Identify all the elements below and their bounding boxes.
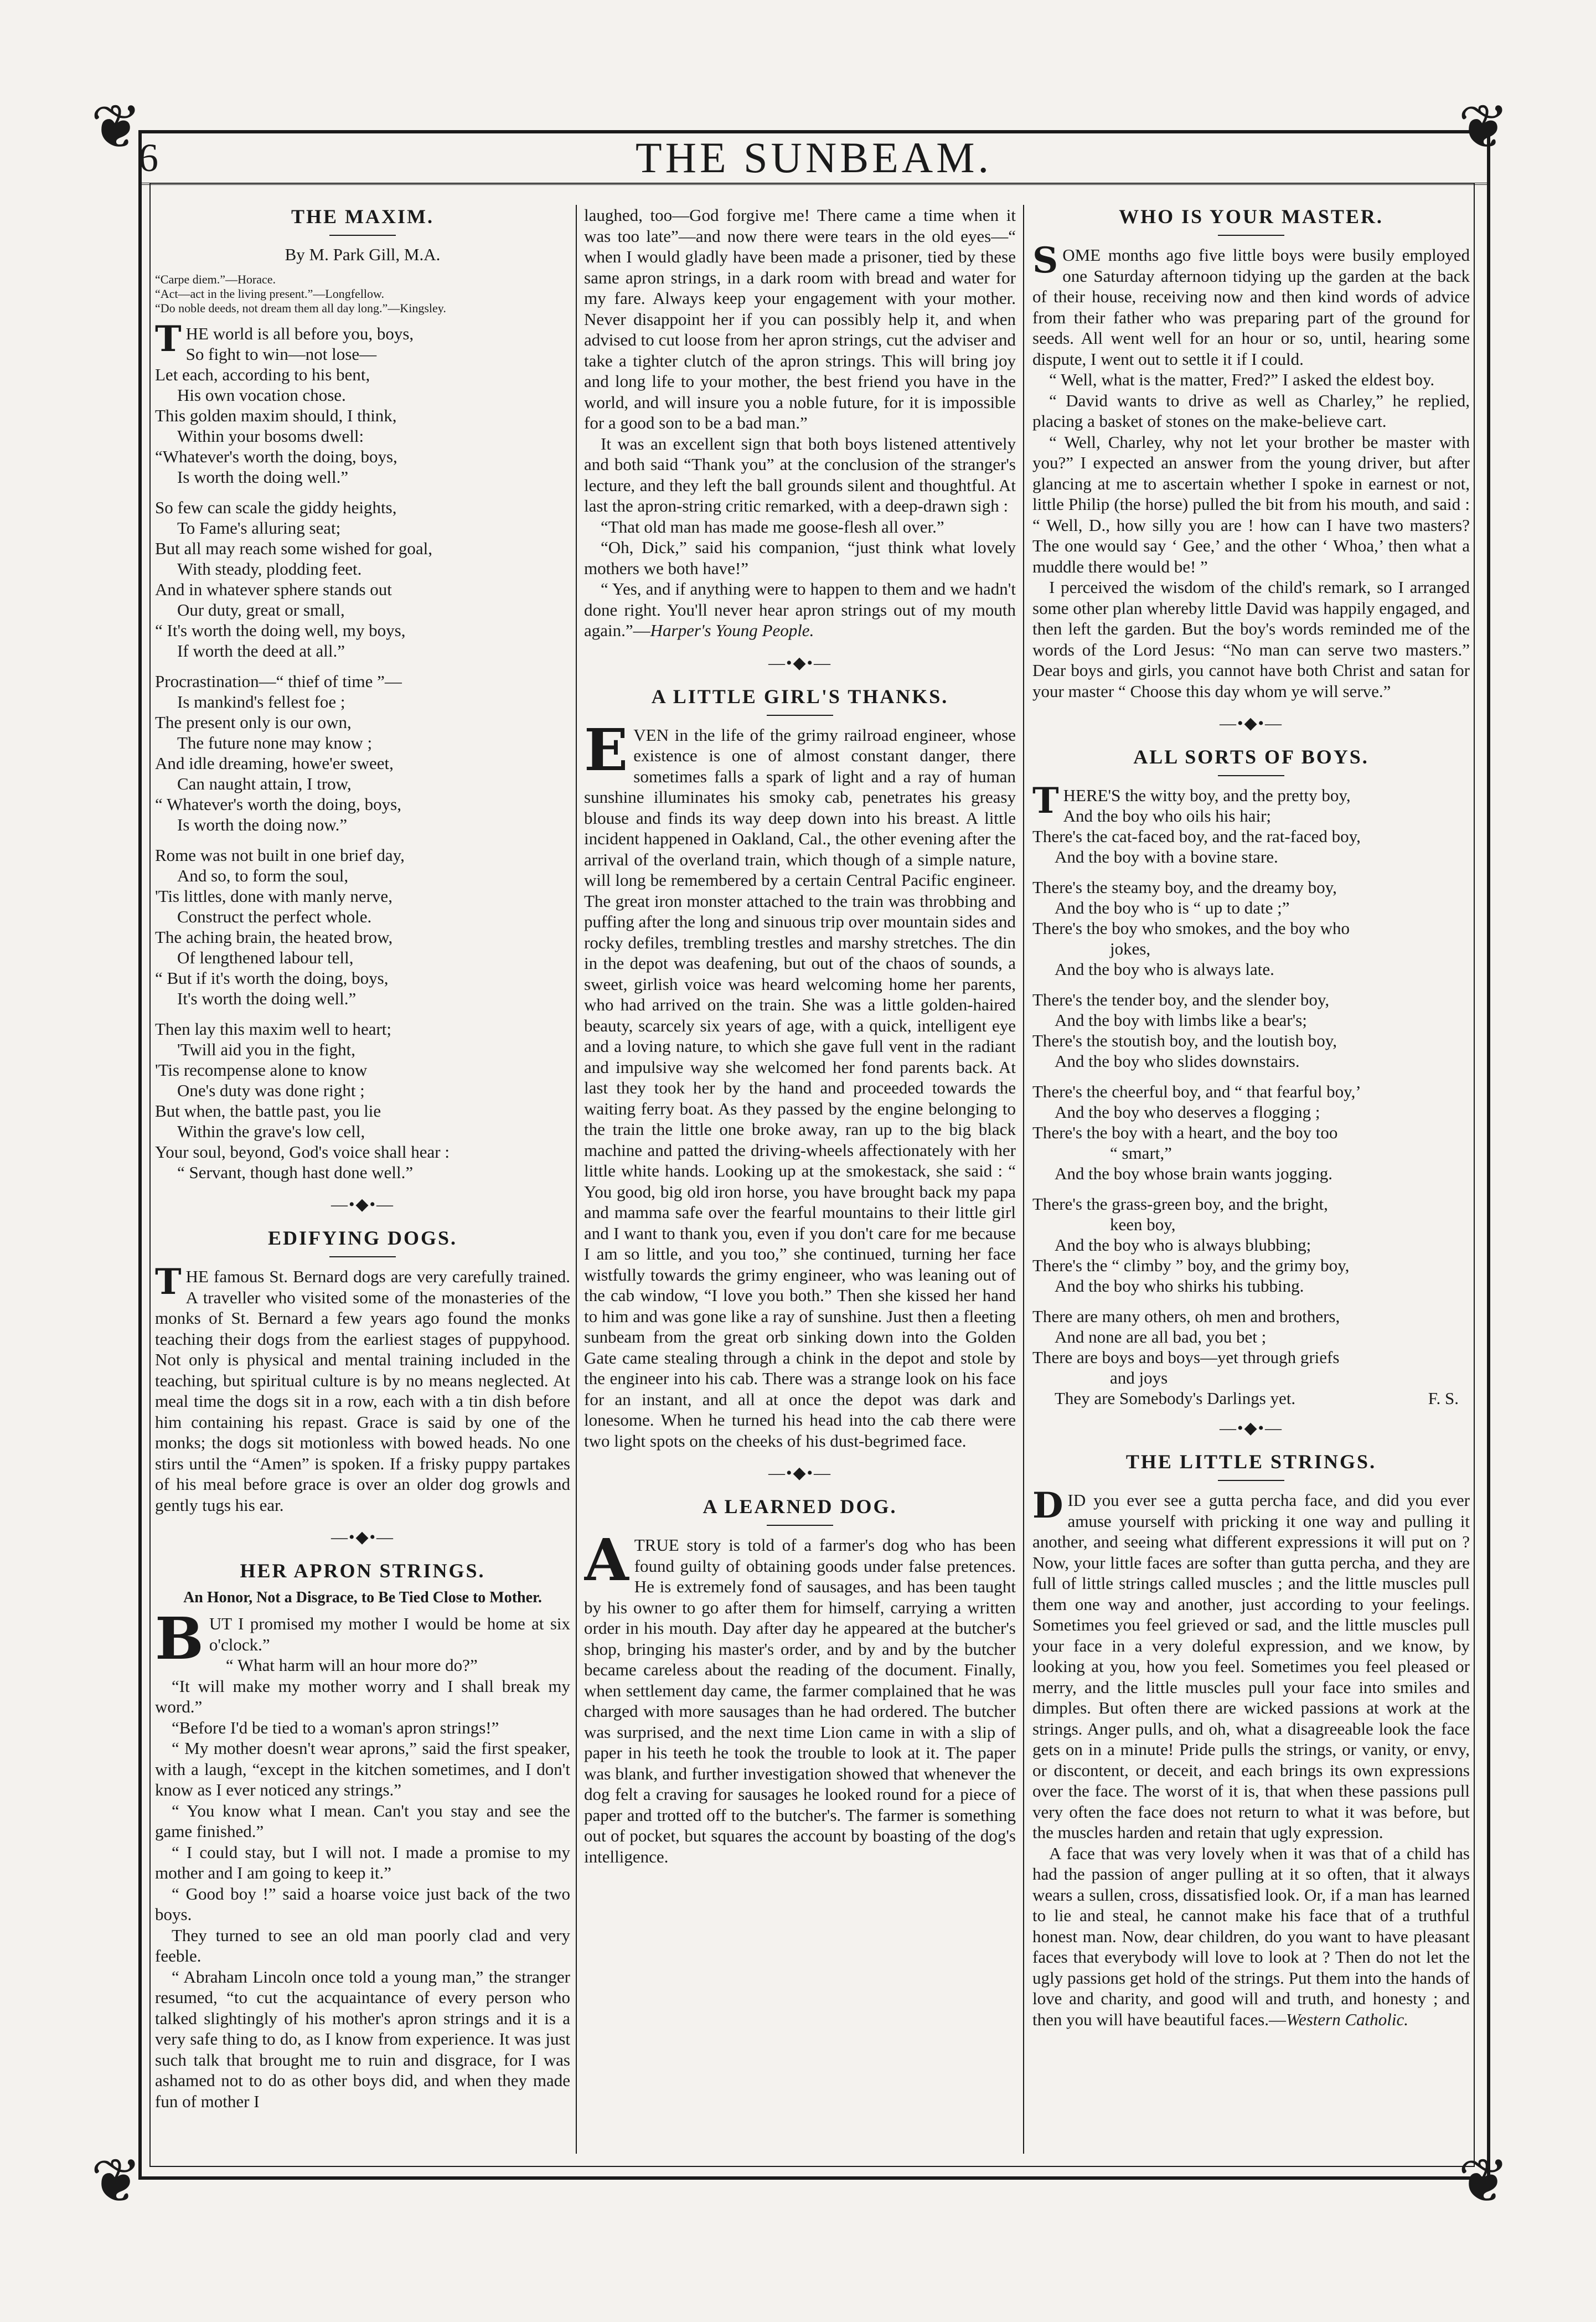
- verse-line: This golden maxim should, I think,: [155, 406, 397, 425]
- stanza: [1032, 989, 1470, 1071]
- verse-line: And the boy who slides downstairs.: [1055, 1051, 1300, 1071]
- verse-line: If worth the deed at all.”: [177, 641, 345, 661]
- verse-line: And the boy with a bovine stare.: [1055, 847, 1278, 866]
- drop-cap: T: [155, 318, 182, 360]
- verse-line: HE world is all before you, boys,: [185, 324, 414, 343]
- article-title: THE LITTLE STRINGS.: [1125, 1451, 1377, 1473]
- verse-line: And so, to form the soul,: [177, 866, 349, 885]
- source-credit: Western Catholic.: [1285, 2009, 1408, 2029]
- article-title: A LEARNED DOG.: [703, 1495, 897, 1518]
- verse-line: Let each, according to his bent,: [155, 365, 370, 384]
- verse-line: jokes,: [1110, 939, 1151, 958]
- article-subtitle: An Honor, Not a Disgrace, to Be Tied Close to Mother.: [183, 1589, 542, 1606]
- verse-line: Is worth the doing well.”: [177, 467, 349, 487]
- article-her-apron-strings: [155, 1559, 570, 2112]
- paragraph: “That old man has made me goose-flesh all over.”: [601, 517, 944, 536]
- verse-line: 'Tis littles, done with manly nerve,: [155, 886, 392, 906]
- article-the-maxim: [155, 205, 570, 1183]
- verse-line: So few can scale the giddy heights,: [155, 498, 397, 517]
- verse-line: Our duty, great or small,: [177, 600, 345, 620]
- column-3: [1032, 205, 1470, 2154]
- drop-cap: E: [584, 715, 628, 784]
- column-divider-2: [1023, 205, 1024, 2154]
- paragraph: “ David wants to drive as well as Charley,” he replied, placing a basket of stones on the make-believe cart.: [1032, 390, 1470, 431]
- article-title: HER APRON STRINGS.: [240, 1560, 485, 1582]
- article-title: A LITTLE GIRL'S THANKS.: [651, 685, 949, 708]
- corner-ornament-top-left: ❦: [90, 94, 142, 161]
- article-title: EDIFYING DOGS.: [267, 1227, 458, 1249]
- column-2: [584, 205, 1016, 2154]
- verse-line: And the boy with limbs like a bear's;: [1055, 1010, 1307, 1030]
- verse-line: The future none may know ;: [177, 733, 373, 752]
- verse-line: And the boy who deserves a flogging ;: [1055, 1102, 1320, 1122]
- verse-line: And the boy who is always blubbing;: [1055, 1235, 1311, 1255]
- verse-line: HERE'S the witty boy, and the pretty boy,: [1063, 786, 1351, 805]
- epigraph-line: “Carpe diem.”—Horace.: [155, 272, 276, 286]
- verse-line: Within the grave's low cell,: [177, 1122, 365, 1141]
- verse-line: And the boy who is always late.: [1055, 959, 1274, 979]
- stanza: [155, 1019, 570, 1183]
- stanza: [155, 497, 570, 661]
- article-edifying-dogs: [155, 1226, 570, 1515]
- article-little-girls-thanks: [584, 685, 1016, 1452]
- verse-line: And the boy who oils his hair;: [1063, 806, 1272, 825]
- verse-line: There's the grass-green boy, and the bright,: [1032, 1194, 1328, 1214]
- corner-ornament-top-right: ❦: [1458, 94, 1510, 161]
- drop-cap: S: [1032, 240, 1058, 281]
- article-title: ALL SORTS OF BOYS.: [1133, 746, 1369, 768]
- epigraph-line: “Do noble deeds, not dream them all day long.”—Kingsley.: [155, 301, 446, 315]
- verse-line: There are boys and boys—yet through griefs: [1032, 1348, 1340, 1367]
- byline: By M. Park Gill, M.A.: [285, 245, 441, 264]
- author-signature: F. S.: [1428, 1389, 1459, 1408]
- verse-line: There's the boy with a heart, and the boy too: [1032, 1123, 1338, 1142]
- stanza: [155, 845, 570, 1009]
- page-number: 6: [138, 136, 158, 180]
- verse-line: “ Servant, though hast done well.”: [177, 1163, 414, 1182]
- drop-cap: D: [1032, 1485, 1063, 1526]
- title-rule: [1218, 235, 1284, 236]
- column-1: [155, 205, 570, 2154]
- verse-line: “ smart,”: [1110, 1143, 1172, 1163]
- paragraph: laughed, too—God forgive me! There came a time when it was too late”—and now there were tears in the old eyes—“ when I would gladly have been made a prisoner, tied by these same apron strings, in a dark room with bread and water for my fare. Always keep your engagement with your mother. Never disappoint her if you can possibly help it, and when advised to cut loose from her apron strings, cut the adviser and take a tighter clutch of the apron strings. This will bring joy and long life to your mother, the best friend you have in the world, and will insure you a noble future, for it is impossible for a good son to be a bad man.”: [584, 205, 1016, 432]
- verse-line: So fight to win—not lose—: [185, 344, 377, 364]
- verse-line: And the boy who shirks his tubbing.: [1055, 1276, 1304, 1296]
- verse-line: They are Somebody's Darlings yet.: [1055, 1389, 1296, 1408]
- verse-line: And the boy whose brain wants jogging.: [1055, 1164, 1332, 1183]
- source-credit: Harper's Young People.: [650, 621, 814, 640]
- paragraph: “ What harm will an hour more do?”: [225, 1655, 478, 1675]
- section-separator: —•◆•—: [330, 1528, 395, 1546]
- section-separator: —•◆•—: [1219, 1419, 1283, 1437]
- epigraph: [155, 272, 570, 316]
- verse-line: There's the “ climby ” boy, and the grimy boy,: [1032, 1256, 1350, 1275]
- verse-line: And none are all bad, you bet ;: [1055, 1327, 1267, 1346]
- verse-line: To Fame's alluring seat;: [177, 518, 341, 538]
- verse-line: There's the tender boy, and the slender boy,: [1032, 990, 1330, 1009]
- verse-line: There's the boy who smokes, and the boy who: [1032, 919, 1350, 938]
- paragraph: “It will make my mother worry and I shall break my word.”: [155, 1676, 570, 1716]
- verse-line: “ But if it's worth the doing, boys,: [155, 968, 389, 988]
- verse-line-with-signature: [1032, 1388, 1470, 1408]
- verse-line: Is mankind's fellest foe ;: [177, 692, 345, 711]
- article-title: THE MAXIM.: [291, 205, 434, 228]
- verse-line: There's the steamy boy, and the dreamy boy,: [1032, 878, 1337, 897]
- paragraph: ID you ever see a gutta percha face, and did you ever amuse yourself with pricking it one way and pulling it another, and seeing what different expressions it will put on ? Now, your little faces are softer than gutta percha, and they are full of little strings called muscles ; and the little muscles pull them one way and another, just according to your feelings. Sometimes you feel grieved or sad, and the little muscles pull your face in a very doleful expression, and we know, by looking at you, how you feel. Sometimes you feel pleased or merry, and the little muscles pull your face into smiles and dimples. But often there are wicked passions at work at the strings. Anger pulls, and oh, what a disagreeable look the face gets on in a minute! Pride pulls the strings, or vanity, or envy, or discontent, or deceit, and each brings its own expressions over the face. The worst of it is, that when these passions pull very often the face does not return to what it was before, but the muscles harden and retain that ugly expression.: [1032, 1490, 1470, 1842]
- verse-line: and joys: [1110, 1368, 1168, 1387]
- corner-ornament-bottom-right: ❦: [1458, 2148, 1510, 2215]
- column-divider-1: [576, 205, 577, 2154]
- paragraph: “Oh, Dick,” said his companion, “just think what lovely mothers we both have!”: [584, 538, 1016, 578]
- verse-line: 'Twill aid you in the fight,: [177, 1040, 355, 1059]
- section-separator: —•◆•—: [768, 1464, 832, 1482]
- verse-line: keen boy,: [1110, 1215, 1176, 1234]
- paragraph: “ Good boy !” said a hoarse voice just back of the two boys.: [155, 1884, 570, 1924]
- stanza: [1032, 1194, 1470, 1296]
- paragraph: “Before I'd be tied to a woman's apron strings!”: [172, 1717, 499, 1737]
- paragraph: I perceived the wisdom of the child's remark, so I arranged some other plan whereby little David was happily engaged, and then left the garden. But the boy's words reminded me of the words of the Lord Jesus: “No man can serve two masters.” Dear boys and girls, you cannot have both Christ and satan for your master “ Choose this day whom ye will serve.”: [1032, 577, 1470, 701]
- stanza: [1032, 780, 1470, 867]
- title-rule: [329, 235, 396, 236]
- paragraph: “ Well, what is the matter, Fred?” I asked the eldest boy.: [1049, 370, 1435, 389]
- article-body: VEN in the life of the grimy railroad engineer, whose existence is one of almost constant danger, there sometimes falls a spark of light and a ray of human sunshine illuminates his smoky cab, penetrates his greasy blouse and finds its way deep down into his breast. A little incident happened in Oakland, Cal., the other evening after the arrival of the overland train, which though of a simple nature, will long be remembered by a certain Central Pacific engineer. The great iron monster attached to the train was throbbing and puffing after the long and sinuous trip over mountain sides and rocky defiles, trembling trestles and marshy stretches. The din in the depot was deafening, but out of the chaos of sounds, a sweet, girlish voice was heard welcoming home her parents, who had arrived on the train. She was a little golden-haired beauty, scarcely six years of age, with a quick, intelligent eye and a loving nature, to which she gave full vent in the radiant and impulsive way she welcomed her fond parents back. At last they took her by the hand and proceeded towards the waiting ferry boat. As they passed by the engine belonging to the train the little one broke away, ran up to the big black machine and patted the driving-wheels affectionately with her little white hands. Looking up at the smokestack, she said : “ You good, big old iron horse, you have brought back my papa and mamma safe over the fearful mountains to their little girl and I want to thank you, even if you don't care for me because I am so little, and you too,” she continued, turning her face wistfully towards the grimy engineer, who was leaning out of the cab window, “I love you both.” Then she kissed her hand to him and was gone like a ray of sunshine. Just then a fleeting sunbeam from the great orb sinking down into the Golden Gate came stealing through a chink in the depot and stole by the engineer into his cab. There was a strange look on his face for an instant, and all at once the depot was dark and lonesome. When he turned his head into the cab there were two light spots on the cheeks of his dust-begrimed face.: [584, 725, 1016, 1451]
- section-separator: —•◆•—: [330, 1195, 395, 1214]
- paragraph: It was an excellent sign that both boys listened attentively and both said “Thank you” at the conclusion of the stranger's lecture, and they left the ball grounds silent and thoughtful. At last the apron-string critic remarked, with a deep-drawn sigh :: [584, 434, 1016, 515]
- verse-line: His own vocation chose.: [177, 385, 346, 405]
- article-who-is-your-master: [1032, 205, 1470, 701]
- title-rule: [767, 1525, 833, 1526]
- section-separator: —•◆•—: [1219, 714, 1283, 732]
- verse-line: There's the cheerful boy, and “ that fearful boy,’: [1032, 1082, 1361, 1101]
- verse-line: There are many others, oh men and brothers,: [1032, 1307, 1340, 1326]
- verse-line: Your soul, beyond, God's voice shall hear :: [155, 1142, 450, 1162]
- verse-line: Rome was not built in one brief day,: [155, 845, 405, 865]
- paragraph: “ My mother doesn't wear aprons,” said the first speaker, with a laugh, “except in the kitchen sometimes, and I don't know as I ever noticed any strings.”: [155, 1738, 570, 1799]
- verse-line: There's the cat-faced boy, and the rat-faced boy,: [1032, 827, 1361, 846]
- verse-line: “ Whatever's worth the doing, boys,: [155, 794, 401, 814]
- verse-line: With steady, plodding feet.: [177, 559, 362, 579]
- verse-line: Is worth the doing now.”: [177, 815, 348, 834]
- article-body: TRUE story is told of a farmer's dog who has been found guilty of obtaining goods under false pretences. He is extremely fond of sausages, and has been taught by his owner to go after them for himself, carrying a written order in his mouth. Day after day he appeared at the butcher's shop, bringing his master's order, and by and by the butcher became careless about the reading of the document. Finally, when settlement day came, the farmer complained that he was charged with more sausages than he had ordered. The butcher was surprised, and the next time Lion came in with a slip of paper in his teeth he took the trouble to look at it. The paper was blank, and further investigation showed that whenever the dog felt a craving for sausages he looked round for a piece of paper and trotted off to the butcher's. The farmer is something out of pocket, but squares the account by boasting of the dog's intelligence.: [584, 1535, 1016, 1866]
- corner-ornament-bottom-left: ❦: [90, 2148, 142, 2215]
- stanza: [1032, 1306, 1470, 1408]
- paragraph: They turned to see an old man poorly clad and very feeble.: [155, 1925, 570, 1965]
- verse-line: But when, the battle past, you lie: [155, 1101, 381, 1121]
- masthead: [138, 133, 1489, 183]
- paragraph: UT I promised my mother I would be home at six o'clock.”: [209, 1614, 570, 1654]
- verse-line: Within your bosoms dwell:: [177, 426, 364, 446]
- article-body: HE famous St. Bernard dogs are very carefully trained. A traveller who visited some of the monasteries of the monks of St. Bernard a few years ago found the monks teaching their dogs from the earliest stages of puppyhood. Not only is physical and mental training included in the teaching, but spiritual culture is by no means neglected. At meal time the dogs sit in a row, each with a tin dish before him containing his repast. Grace is said by one of the monks; the dogs sit motionless with bowed heads. No one stirs until the “Amen” is spoken. If a frisky puppy partakes of his meal before grace is over an older dog growls and gently tugs his ear.: [155, 1267, 570, 1515]
- verse-line: “Whatever's worth the doing, boys,: [155, 447, 397, 466]
- paragraph: “ Abraham Lincoln once told a young man,” the stranger resumed, “to cut the acquaintance of every person who talked slightingly of his mother's apron strings and it is a very safe thing to do, as I know from experience. It was just such talk that brought me to ruin and disgrace, for I was ashamed not to do as other boys did, and when they made fun of mother I: [155, 1967, 570, 2111]
- verse-line: There's the stoutish boy, and the loutish boy,: [1032, 1031, 1337, 1050]
- paragraph: “ Well, Charley, why not let your brother be master with you?” I expected an answer from the young driver, but after glancing at me to ascertain whether I spoke in earnest or not, little Philip (the horse) pulled the bit from his mouth, and said : “ Well, D., how silly you are ! how can I have two masters? The one would say ‘ Gee,’ and the other ‘ Whoa,’ then what a muddle there would be! ”: [1032, 432, 1470, 576]
- verse-line: And in whatever sphere stands out: [155, 580, 392, 599]
- drop-cap: T: [1032, 780, 1059, 822]
- drop-cap: A: [584, 1526, 629, 1594]
- drop-cap: B: [155, 1604, 204, 1673]
- verse-line: Of lengthened labour tell,: [177, 948, 354, 967]
- verse-line: Construct the perfect whole.: [177, 907, 372, 926]
- article-all-sorts-of-boys: [1032, 745, 1470, 1408]
- paragraph: A face that was very lovely when it was that of a child has had the passion of anger pulling at it so often, that it always wears a sullen, cross, dissatisfied look. Or, if a man has learned to lie and steal, he cannot make his face that of a truthful honest man. Now, dear children, do you want to have pleasant faces that everybody will love to look at ? Then do not let the ugly passions get hold of the strings. Put them into the hands of love and charity, and good will and truth, and honesty ; and then you will have beautiful faces.—: [1032, 1843, 1470, 2029]
- stanza: [155, 318, 570, 487]
- newspaper-title: THE SUNBEAM.: [635, 133, 992, 182]
- paragraph: “ You know what I mean. Can't you stay and see the game finished.”: [155, 1800, 570, 1841]
- section-separator: —•◆•—: [768, 653, 832, 672]
- article-little-strings: [1032, 1450, 1470, 2030]
- title-rule: [1218, 775, 1284, 776]
- epigraph-line: “Act—act in the living present.”—Longfellow.: [155, 287, 385, 301]
- verse-line: One's duty was done right ;: [177, 1081, 365, 1100]
- article-title: WHO IS YOUR MASTER.: [1119, 205, 1383, 228]
- verse-line: The aching brain, the heated brow,: [155, 927, 393, 947]
- paragraph: “ I could stay, but I will not. I made a promise to my mother and I am going to keep it.”: [155, 1842, 570, 1882]
- verse-line: Then lay this maxim well to heart;: [155, 1019, 392, 1039]
- stanza: [1032, 877, 1470, 979]
- verse-line: It's worth the doing well.”: [177, 989, 357, 1008]
- paragraph: OME months ago five little boys were busily employed one Saturday afternoon tidying up the garden at the back of their house, receiving now and then kind words of advice from their father who was preparing part of the ground for seeds. All went well for an hour or so, until, hearing some dispute, I went out to settle it if I could.: [1032, 245, 1470, 369]
- paragraph: “ Yes, and if anything were to happen to them and we hadn't done right. You'll never hear apron strings out of my mouth again.”—: [584, 579, 1016, 640]
- verse-line: The present only is our own,: [155, 713, 352, 732]
- article-her-apron-strings-continued: [584, 205, 1016, 641]
- verse-line: And the boy who is “ up to date ;”: [1055, 898, 1290, 917]
- verse-line: And idle dreaming, howe'er sweet,: [155, 754, 394, 773]
- masthead-rule: [138, 183, 1489, 185]
- stanza: [155, 671, 570, 835]
- verse-line: “ It's worth the doing well, my boys,: [155, 621, 406, 640]
- stanza: [1032, 1081, 1470, 1184]
- verse-line: Can naught attain, I trow,: [177, 774, 352, 793]
- article-learned-dog: [584, 1495, 1016, 1867]
- drop-cap: T: [155, 1261, 182, 1303]
- title-rule: [767, 715, 833, 716]
- verse-line: Procrastination—“ thief of time ”—: [155, 672, 402, 691]
- verse-line: But all may reach some wished for goal,: [155, 539, 433, 558]
- verse-line: 'Tis recompense alone to know: [155, 1060, 368, 1080]
- title-rule: [329, 1256, 396, 1257]
- title-rule: [1218, 1480, 1284, 1481]
